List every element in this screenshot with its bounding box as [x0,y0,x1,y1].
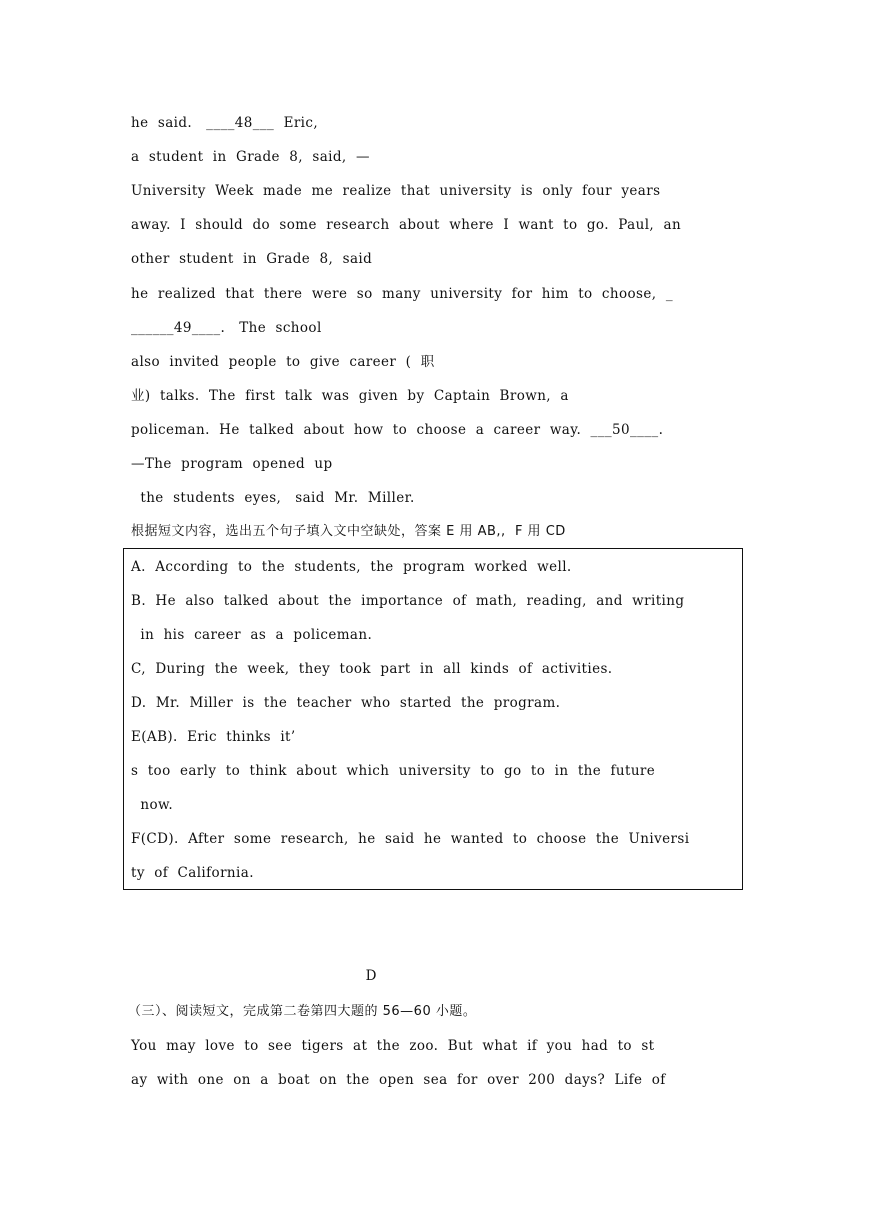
option-line: C, During the week, they took part in all kinds of activities. [131,661,613,677]
option-line: D. Mr. Miller is the teacher who started the program. [131,695,561,711]
passage-line: —The program opened up [131,456,333,472]
passage-line: ay with one on a boat on the open sea for over 200 days? Life of [131,1072,666,1088]
passage-line: also invited people to give career ( 职 [131,354,435,370]
passage-line: University Week made me realize that university is only four years [131,183,661,199]
passage-line: he realized that there were so many university for him to choose, _ [131,286,673,302]
passage-line: policeman. He talked about how to choose a career way. ___50____. [131,422,664,438]
passage-line: a student in Grade 8, said, — [131,149,370,165]
passage-line: 业) talks. The first talk was given by Captain Brown, a [131,388,569,404]
passage-line: away. I should do some research about where I want to go. Paul, an [131,217,682,233]
option-line: A. According to the students, the program worked well. [131,559,572,575]
section-heading: D [365,968,377,984]
option-line: in his career as a policeman. [131,627,373,643]
passage-line: he said. ____48___ Eric, [131,115,319,131]
option-line: F(CD). After some research, he said he wanted to choose the Universi [131,831,690,847]
passage-line: ______49____. The school [131,320,322,336]
passage-line: the students eyes, said Mr. Miller. [131,490,415,506]
option-line: B. He also talked about the importance of math, reading, and writing [131,593,685,609]
section-intro: （三）、阅读短文，完成第二卷第四大题的 56—60 小题。 [128,1004,477,1019]
option-line: now. [131,797,174,813]
options-box [123,548,743,890]
option-line: s too early to think about which university to go to in the future [131,763,656,779]
option-line: E(AB). Eric thinks it’ [131,729,296,745]
option-line: ty of California. [131,865,254,881]
instruction-text: 根据短文内容，选出五个句子填入文中空缺处，答案 E 用 AB,, F 用 CD [131,524,566,539]
passage-line: You may love to see tigers at the zoo. But what if you had to st [131,1038,655,1054]
passage-line: other student in Grade 8, said [131,251,373,267]
